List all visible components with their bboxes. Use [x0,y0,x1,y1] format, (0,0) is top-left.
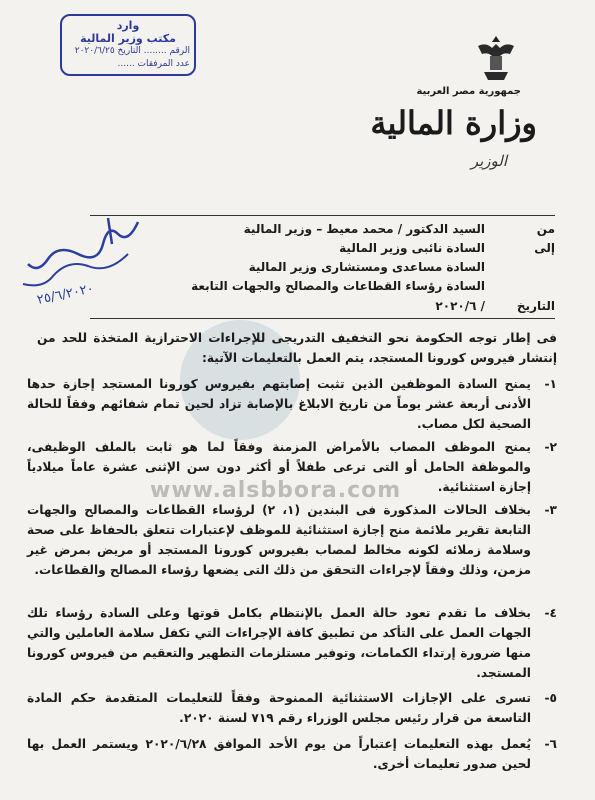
list-item-5 [27,688,557,728]
list-item-6 [27,734,557,774]
republic-name: جمهورية مصر العربية [416,86,521,97]
item-number: ٤- [544,606,557,620]
from-value: السيد الدكتور / محمد معيط – وزير المالية [243,222,485,236]
to-line-2: السادة مساعدى ومستشارى وزير المالية [248,260,485,274]
date-label: التاريخ [516,299,555,313]
from-label: من [536,222,555,236]
header-bottom-rule [90,318,555,319]
item-number: ٦- [544,737,557,751]
eagle-emblem-icon [474,32,518,84]
stamp-line-3: الرقم ........ التاريخ ٢٠٢٠/٦/٢٥ [74,46,190,56]
header-top-rule [90,215,555,216]
list-item-3 [27,500,557,580]
date-value: / ٢٠٢٠/٦ [435,299,485,313]
to-line-1: السادة نائبى وزير المالية [339,241,485,255]
minister-title: الوزير [470,152,507,170]
ministry-title: وزارة المالية [370,104,537,142]
signature-date: ٢٥/٦/٢٠٢٠ [35,281,96,308]
stamp-line-2: مكتب وزير المالية [80,32,176,45]
item-number: ٥- [544,691,557,705]
item-text: يمنح الموظف المصاب بالأمراض المزمنة وفقاً لما هو ثابت بالملف الوظيفى، والموظفة الحامل أو التى ترعى طفلاً أو أكثر دون سن الإثنى عشرة عاماً ميلادياً إجازة استثنائية. [27,440,531,494]
item-number: ٣- [544,503,557,517]
item-text: يمنح السادة الموظفين الذين تثبت إصابتهم بفيروس كورونا المستجد إجازة حدها الأدنى أربعة عشر يوماً من تاريخ الابلاغ بالإصابة تزاد لحين تمام شفائهم وفقاً للحالة الصحية لكل مصاب. [27,377,531,431]
item-text: بخلاف ما تقدم تعود حالة العمل بالإنتظام بكامل قوتها وعلى السادة رؤساء تلك الجهات العمل على التأكد من تطبيق كافة الإجراءات التي تكفل سلامة العاملين والتي منها ضرورة إرتداء الكمامات، وتوفير مستلزمات التطهير والتعقيم من فيروس كورونا المستجد. [27,606,531,680]
handwritten-signature [8,204,158,314]
watermark-text: www.alsbbora.com [150,478,402,503]
to-line-3: السادة رؤساء القطاعات والمصالح والجهات التابعة [191,279,485,293]
incoming-stamp [60,14,196,76]
item-text: بخلاف الحالات المذكورة فى البندين (١، ٢) لرؤساء القطاعات والمصالح والجهات التابعة تقرير ملائمة منح إجازة استثنائية للموظف لإعتبارات تتعلق بالحفاظ على صحة وسلامة زملائه لكونه مخالط لمصاب بفيروس كورونا المستجد أو مريض بمرض غير مزمن، وذلك وفقاً لإجراءات التحقق من ذلك التى يضعها رؤساء المصالح والقطاعات. [27,503,531,577]
item-text: يُعمل بهذه التعليمات إعتباراً من يوم الأحد الموافق ٢٠٢٠/٦/٢٨ ويستمر العمل بها لحين صدور تعليمات أخرى. [27,737,532,771]
item-text: تسرى على الإجازات الاستثنائية الممنوحة وفقاً للتعليمات المتقدمة حكم المادة التاسعة من قرار رئيس مجلس الوزراء رقم ٧١٩ لسنة ٢٠٢٠. [27,691,531,725]
to-label: إلى [534,241,555,255]
intro-paragraph: فى إطار توجه الحكومة نحو التخفيف التدريجى للإجراءات الاحترازية المتخذة للحد من إنتشار فيروس كورونا المستجد، يتم العمل بالتعليمات الآتية: [37,331,557,365]
stamp-line-1: وارد [116,19,140,32]
list-item-4 [27,603,557,683]
list-item-1 [27,374,557,434]
item-number: ١- [544,377,557,391]
list-item-2 [27,437,557,497]
item-number: ٢- [544,440,557,454]
stamp-line-4: عدد المرفقات ...... [117,59,190,69]
